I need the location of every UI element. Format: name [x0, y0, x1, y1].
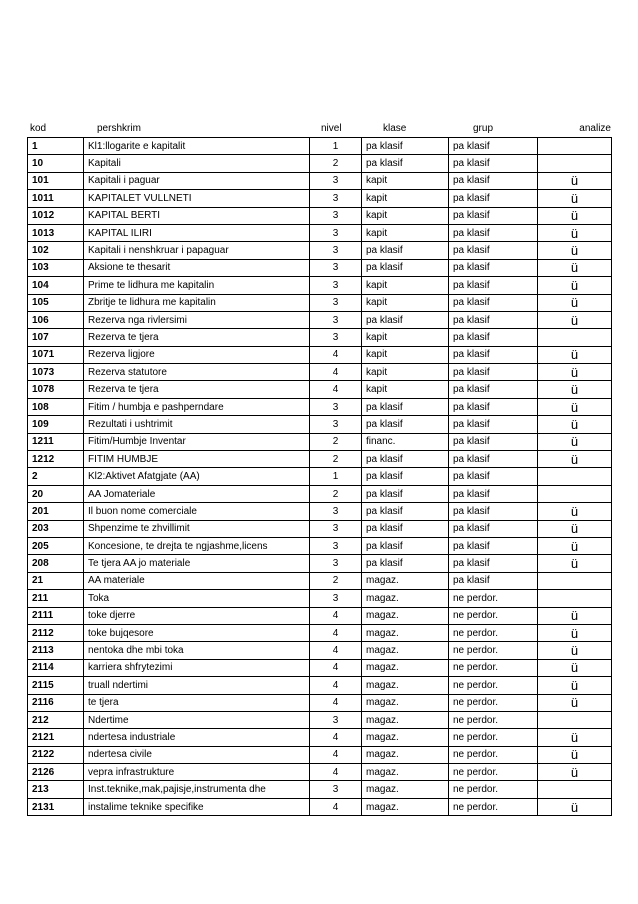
cell-klase: pa klasif — [362, 537, 449, 554]
cell-nivel: 2 — [310, 433, 362, 450]
cell-klase: pa klasif — [362, 311, 449, 328]
cell-nivel: 3 — [310, 711, 362, 728]
cell-grup: pa klasif — [449, 346, 538, 363]
cell-kod: 1078 — [28, 381, 84, 398]
cell-grup: pa klasif — [449, 138, 538, 155]
cell-klase: kapit — [362, 346, 449, 363]
cell-nivel: 3 — [310, 207, 362, 224]
cell-grup: ne perdor. — [449, 729, 538, 746]
cell-nivel: 4 — [310, 624, 362, 641]
col-header-nivel: nivel — [321, 123, 342, 134]
cell-klase: pa klasif — [362, 259, 449, 276]
cell-grup: ne perdor. — [449, 694, 538, 711]
cell-klase: magaz. — [362, 711, 449, 728]
cell-pershkrim: vepra infrastrukture — [84, 764, 310, 781]
cell-pershkrim: AA materiale — [84, 572, 310, 589]
cell-analize: ü — [538, 520, 612, 537]
cell-klase: magaz. — [362, 781, 449, 798]
table-row — [28, 590, 612, 607]
cell-kod: 2 — [28, 468, 84, 485]
cell-grup: ne perdor. — [449, 781, 538, 798]
accounts-table-body — [28, 138, 612, 816]
table-row — [28, 381, 612, 398]
cell-nivel: 2 — [310, 572, 362, 589]
cell-grup: pa klasif — [449, 485, 538, 502]
cell-klase: pa klasif — [362, 451, 449, 468]
cell-nivel: 4 — [310, 381, 362, 398]
cell-kod: 20 — [28, 485, 84, 502]
cell-grup: pa klasif — [449, 294, 538, 311]
table-row — [28, 711, 612, 728]
cell-nivel: 4 — [310, 642, 362, 659]
cell-pershkrim: Il buon nome comerciale — [84, 503, 310, 520]
cell-pershkrim: Te tjera AA jo materiale — [84, 555, 310, 572]
cell-nivel: 4 — [310, 677, 362, 694]
cell-pershkrim: Rezerva nga rivlersimi — [84, 311, 310, 328]
cell-klase: pa klasif — [362, 398, 449, 415]
cell-nivel: 2 — [310, 155, 362, 172]
cell-analize — [538, 572, 612, 589]
cell-kod: 208 — [28, 555, 84, 572]
cell-nivel: 4 — [310, 346, 362, 363]
table-row — [28, 572, 612, 589]
cell-grup: pa klasif — [449, 364, 538, 381]
cell-pershkrim: toke bujqesore — [84, 624, 310, 641]
cell-kod: 1 — [28, 138, 84, 155]
cell-analize — [538, 590, 612, 607]
table-row — [28, 329, 612, 346]
cell-grup: pa klasif — [449, 242, 538, 259]
table-row — [28, 659, 612, 676]
cell-klase: magaz. — [362, 572, 449, 589]
cell-kod: 21 — [28, 572, 84, 589]
cell-pershkrim: te tjera — [84, 694, 310, 711]
cell-nivel: 3 — [310, 398, 362, 415]
table-row — [28, 398, 612, 415]
cell-klase: kapit — [362, 329, 449, 346]
cell-analize: ü — [538, 381, 612, 398]
cell-klase: pa klasif — [362, 242, 449, 259]
cell-grup: ne perdor. — [449, 607, 538, 624]
cell-analize — [538, 781, 612, 798]
cell-analize: ü — [538, 677, 612, 694]
cell-analize: ü — [538, 555, 612, 572]
table-row — [28, 694, 612, 711]
cell-klase: magaz. — [362, 677, 449, 694]
cell-nivel: 2 — [310, 451, 362, 468]
cell-nivel: 3 — [310, 781, 362, 798]
cell-nivel: 2 — [310, 485, 362, 502]
cell-analize: ü — [538, 364, 612, 381]
cell-grup: pa klasif — [449, 329, 538, 346]
cell-analize: ü — [538, 798, 612, 815]
cell-pershkrim: Rezultati i ushtrimit — [84, 416, 310, 433]
cell-pershkrim: Kapitali i paguar — [84, 172, 310, 189]
cell-nivel: 4 — [310, 729, 362, 746]
cell-klase: pa klasif — [362, 155, 449, 172]
cell-kod: 2112 — [28, 624, 84, 641]
col-header-kod: kod — [30, 123, 47, 134]
cell-grup: pa klasif — [449, 416, 538, 433]
cell-kod: 105 — [28, 294, 84, 311]
cell-pershkrim: Inst.teknike,mak,pajisje,instrumenta dhe — [84, 781, 310, 798]
cell-grup: ne perdor. — [449, 746, 538, 763]
cell-analize — [538, 468, 612, 485]
cell-grup: pa klasif — [449, 259, 538, 276]
cell-klase: pa klasif — [362, 555, 449, 572]
cell-analize: ü — [538, 172, 612, 189]
cell-kod: 10 — [28, 155, 84, 172]
cell-pershkrim: karriera shfrytezimi — [84, 659, 310, 676]
cell-kod: 2116 — [28, 694, 84, 711]
col-header-klase: klase — [383, 123, 407, 134]
cell-kod: 106 — [28, 311, 84, 328]
cell-pershkrim: Prime te lidhura me kapitalin — [84, 277, 310, 294]
cell-klase: kapit — [362, 294, 449, 311]
cell-kod: 2121 — [28, 729, 84, 746]
cell-analize: ü — [538, 642, 612, 659]
cell-kod: 1012 — [28, 207, 84, 224]
cell-grup: pa klasif — [449, 172, 538, 189]
cell-kod: 1071 — [28, 346, 84, 363]
table-row — [28, 138, 612, 155]
cell-pershkrim: Kapitali i nenshkruar i papaguar — [84, 242, 310, 259]
cell-nivel: 4 — [310, 694, 362, 711]
cell-klase: pa klasif — [362, 468, 449, 485]
cell-grup: pa klasif — [449, 224, 538, 241]
cell-nivel: 4 — [310, 607, 362, 624]
cell-pershkrim: truall ndertimi — [84, 677, 310, 694]
table-row — [28, 433, 612, 450]
cell-klase: kapit — [362, 277, 449, 294]
col-header-pershkrim: pershkrim — [97, 123, 141, 134]
cell-grup: pa klasif — [449, 381, 538, 398]
cell-kod: 2113 — [28, 642, 84, 659]
cell-grup: pa klasif — [449, 503, 538, 520]
table-row — [28, 485, 612, 502]
cell-grup: pa klasif — [449, 155, 538, 172]
cell-grup: ne perdor. — [449, 590, 538, 607]
table-row — [28, 677, 612, 694]
col-header-grup: grup — [473, 123, 494, 134]
cell-pershkrim: Rezerva te tjera — [84, 329, 310, 346]
cell-pershkrim: Kl1:llogarite e kapitalit — [84, 138, 310, 155]
cell-analize: ü — [538, 433, 612, 450]
cell-pershkrim: Rezerva statutore — [84, 364, 310, 381]
cell-analize: ü — [538, 624, 612, 641]
table-row — [28, 416, 612, 433]
cell-grup: pa klasif — [449, 433, 538, 450]
cell-klase: kapit — [362, 364, 449, 381]
cell-kod: 103 — [28, 259, 84, 276]
cell-klase: kapit — [362, 207, 449, 224]
table-row — [28, 520, 612, 537]
cell-kod: 2131 — [28, 798, 84, 815]
cell-klase: pa klasif — [362, 485, 449, 502]
table-row — [28, 537, 612, 554]
table-row — [28, 311, 612, 328]
cell-pershkrim: KAPITALET VULLNETI — [84, 190, 310, 207]
cell-nivel: 4 — [310, 746, 362, 763]
cell-klase: pa klasif — [362, 520, 449, 537]
cell-klase: kapit — [362, 381, 449, 398]
cell-kod: 1211 — [28, 433, 84, 450]
cell-analize: ü — [538, 311, 612, 328]
cell-pershkrim: AA Jomateriale — [84, 485, 310, 502]
cell-klase: magaz. — [362, 642, 449, 659]
cell-pershkrim: Kapitali — [84, 155, 310, 172]
table-row — [28, 642, 612, 659]
table-row — [28, 555, 612, 572]
cell-grup: ne perdor. — [449, 624, 538, 641]
cell-kod: 205 — [28, 537, 84, 554]
cell-kod: 104 — [28, 277, 84, 294]
cell-grup: ne perdor. — [449, 677, 538, 694]
table-row — [28, 764, 612, 781]
account-sheet — [27, 121, 611, 816]
cell-grup: ne perdor. — [449, 764, 538, 781]
cell-analize: ü — [538, 451, 612, 468]
cell-kod: 212 — [28, 711, 84, 728]
cell-klase: pa klasif — [362, 503, 449, 520]
cell-grup: ne perdor. — [449, 711, 538, 728]
cell-kod: 2114 — [28, 659, 84, 676]
cell-grup: pa klasif — [449, 520, 538, 537]
cell-klase: magaz. — [362, 746, 449, 763]
cell-nivel: 4 — [310, 798, 362, 815]
cell-kod: 203 — [28, 520, 84, 537]
cell-analize: ü — [538, 537, 612, 554]
table-row — [28, 451, 612, 468]
cell-analize: ü — [538, 764, 612, 781]
col-header-analize: analize — [579, 123, 611, 134]
cell-analize — [538, 329, 612, 346]
cell-nivel: 3 — [310, 590, 362, 607]
cell-grup: ne perdor. — [449, 659, 538, 676]
cell-pershkrim: KAPITAL BERTI — [84, 207, 310, 224]
cell-grup: pa klasif — [449, 572, 538, 589]
cell-klase: financ. — [362, 433, 449, 450]
cell-nivel: 3 — [310, 190, 362, 207]
cell-analize: ü — [538, 259, 612, 276]
table-row — [28, 155, 612, 172]
cell-analize: ü — [538, 416, 612, 433]
cell-analize — [538, 485, 612, 502]
cell-analize: ü — [538, 503, 612, 520]
cell-kod: 211 — [28, 590, 84, 607]
cell-kod: 2115 — [28, 677, 84, 694]
cell-nivel: 3 — [310, 277, 362, 294]
cell-analize: ü — [538, 607, 612, 624]
cell-pershkrim: Rezerva te tjera — [84, 381, 310, 398]
cell-nivel: 3 — [310, 416, 362, 433]
cell-nivel: 3 — [310, 242, 362, 259]
cell-pershkrim: Ndertime — [84, 711, 310, 728]
cell-pershkrim: toke djerre — [84, 607, 310, 624]
cell-kod: 2111 — [28, 607, 84, 624]
cell-grup: pa klasif — [449, 311, 538, 328]
cell-pershkrim: instalime teknike specifike — [84, 798, 310, 815]
cell-klase: pa klasif — [362, 416, 449, 433]
cell-analize: ü — [538, 746, 612, 763]
cell-nivel: 3 — [310, 224, 362, 241]
cell-nivel: 4 — [310, 364, 362, 381]
cell-pershkrim: nentoka dhe mbi toka — [84, 642, 310, 659]
cell-analize: ü — [538, 207, 612, 224]
cell-kod: 2126 — [28, 764, 84, 781]
cell-kod: 2122 — [28, 746, 84, 763]
cell-pershkrim: Rezerva ligjore — [84, 346, 310, 363]
cell-pershkrim: Fitim / humbja e pashperndare — [84, 398, 310, 415]
cell-nivel: 3 — [310, 172, 362, 189]
table-row — [28, 729, 612, 746]
cell-pershkrim: Shpenzime te zhvillimit — [84, 520, 310, 537]
cell-klase: kapit — [362, 190, 449, 207]
cell-kod: 201 — [28, 503, 84, 520]
cell-analize — [538, 711, 612, 728]
table-row — [28, 259, 612, 276]
cell-analize: ü — [538, 242, 612, 259]
cell-kod: 101 — [28, 172, 84, 189]
cell-pershkrim: Kl2:Aktivet Afatgjate (AA) — [84, 468, 310, 485]
cell-grup: pa klasif — [449, 555, 538, 572]
cell-klase: magaz. — [362, 764, 449, 781]
cell-klase: magaz. — [362, 659, 449, 676]
cell-analize: ü — [538, 277, 612, 294]
cell-pershkrim: Fitim/Humbje Inventar — [84, 433, 310, 450]
cell-klase: magaz. — [362, 798, 449, 815]
cell-nivel: 3 — [310, 555, 362, 572]
cell-analize — [538, 155, 612, 172]
table-row — [28, 190, 612, 207]
cell-analize — [538, 138, 612, 155]
table-row — [28, 364, 612, 381]
cell-klase: magaz. — [362, 694, 449, 711]
cell-klase: kapit — [362, 172, 449, 189]
cell-grup: ne perdor. — [449, 642, 538, 659]
cell-analize: ü — [538, 346, 612, 363]
cell-kod: 1013 — [28, 224, 84, 241]
cell-nivel: 3 — [310, 259, 362, 276]
cell-grup: pa klasif — [449, 398, 538, 415]
cell-kod: 1073 — [28, 364, 84, 381]
cell-grup: pa klasif — [449, 277, 538, 294]
cell-pershkrim: KAPITAL ILIRI — [84, 224, 310, 241]
accounts-table — [27, 137, 612, 816]
cell-klase: magaz. — [362, 590, 449, 607]
table-row — [28, 172, 612, 189]
cell-nivel: 1 — [310, 468, 362, 485]
cell-analize: ü — [538, 729, 612, 746]
cell-grup: pa klasif — [449, 207, 538, 224]
table-row — [28, 242, 612, 259]
table-row — [28, 277, 612, 294]
cell-kod: 108 — [28, 398, 84, 415]
cell-nivel: 3 — [310, 503, 362, 520]
cell-analize: ü — [538, 190, 612, 207]
cell-pershkrim: ndertesa civile — [84, 746, 310, 763]
table-row — [28, 468, 612, 485]
table-row — [28, 746, 612, 763]
cell-grup: pa klasif — [449, 468, 538, 485]
cell-kod: 1011 — [28, 190, 84, 207]
cell-klase: pa klasif — [362, 138, 449, 155]
cell-kod: 109 — [28, 416, 84, 433]
cell-pershkrim: ndertesa industriale — [84, 729, 310, 746]
cell-nivel: 3 — [310, 520, 362, 537]
table-row — [28, 624, 612, 641]
cell-nivel: 3 — [310, 329, 362, 346]
cell-analize: ü — [538, 294, 612, 311]
cell-kod: 213 — [28, 781, 84, 798]
cell-nivel: 1 — [310, 138, 362, 155]
cell-nivel: 3 — [310, 537, 362, 554]
table-row — [28, 207, 612, 224]
cell-kod: 1212 — [28, 451, 84, 468]
cell-pershkrim: Zbritje te lidhura me kapitalin — [84, 294, 310, 311]
column-header-row — [27, 121, 611, 137]
table-row — [28, 346, 612, 363]
cell-pershkrim: FITIM HUMBJE — [84, 451, 310, 468]
cell-grup: pa klasif — [449, 537, 538, 554]
cell-kod: 102 — [28, 242, 84, 259]
table-row — [28, 781, 612, 798]
cell-pershkrim: Toka — [84, 590, 310, 607]
cell-pershkrim: Koncesione, te drejta te ngjashme,licens — [84, 537, 310, 554]
cell-grup: ne perdor. — [449, 798, 538, 815]
cell-nivel: 3 — [310, 311, 362, 328]
cell-analize: ü — [538, 659, 612, 676]
cell-analize: ü — [538, 694, 612, 711]
cell-nivel: 4 — [310, 764, 362, 781]
cell-analize: ü — [538, 398, 612, 415]
cell-klase: magaz. — [362, 624, 449, 641]
table-row — [28, 294, 612, 311]
cell-grup: pa klasif — [449, 190, 538, 207]
table-row — [28, 503, 612, 520]
table-row — [28, 798, 612, 815]
cell-klase: magaz. — [362, 729, 449, 746]
cell-analize: ü — [538, 224, 612, 241]
cell-klase: kapit — [362, 224, 449, 241]
table-row — [28, 224, 612, 241]
table-row — [28, 607, 612, 624]
cell-kod: 107 — [28, 329, 84, 346]
cell-klase: magaz. — [362, 607, 449, 624]
cell-nivel: 3 — [310, 294, 362, 311]
cell-nivel: 4 — [310, 659, 362, 676]
cell-grup: pa klasif — [449, 451, 538, 468]
cell-pershkrim: Aksione te thesarit — [84, 259, 310, 276]
